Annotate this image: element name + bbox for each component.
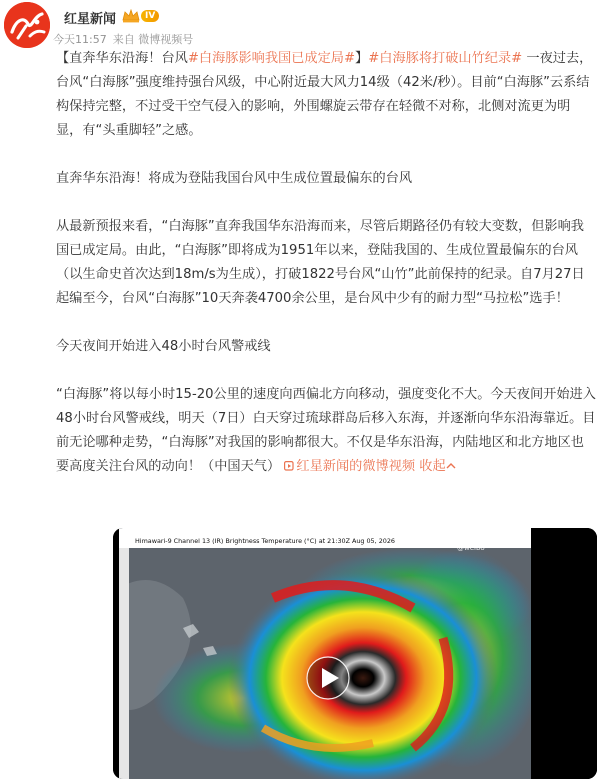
crown-icon <box>122 9 140 23</box>
video-watermark: @weibo <box>457 544 485 552</box>
paragraph-5-text: “白海豚”将以每小时15-20公里的速度向西偏北方向移动，强度变化不大。今天夜间开始进入48小时台风警戒线，明天（7日）白天穿过琉球群岛后移入东海，并逐渐向华东沿海靠近。目前无论哪种走势，“白海豚”对我国的影响都很大。不仅是华东沿海，内陆地区和北方地区也要高度关注台风的动向！（中国天气） <box>56 387 596 474</box>
play-icon <box>306 656 350 700</box>
collapse-label: 收起 <box>419 459 446 474</box>
video-link-icon <box>284 461 296 471</box>
collapse-link[interactable] <box>419 459 455 474</box>
paragraph-1-lead: 【直奔华东沿海！台风 <box>56 51 188 66</box>
level-badge: IV <box>141 10 159 22</box>
chevron-up-icon <box>446 462 456 470</box>
video-title: Himawari-9 Channel 13 (IR) Brightness Temperature (°C) at 21:30Z Aug 05, 2026 <box>135 537 395 545</box>
video-link-label: 红星新闻的微博视频 <box>296 459 416 474</box>
post-meta <box>53 31 199 47</box>
paragraph-1-bracket: 】 <box>355 51 369 66</box>
paragraph-1-rest: 一夜过去，台风“白海豚”强度维持强台风级，中心附近最大风力14级（42米/秒）。目前“白海豚”云系结构保持完整，不过受干空气侵入的影响，外围螺旋云带存在轻微不对称，北侧对流更为明显，有“头重脚轻”之感。 <box>56 51 593 138</box>
paragraph-4: 今天夜间开始进入48小时台风警戒线 <box>56 339 271 354</box>
avatar[interactable] <box>4 2 50 48</box>
paragraph-1 <box>56 47 596 143</box>
satellite-image <box>113 528 597 779</box>
paragraph-5 <box>56 383 596 479</box>
paragraph-3: 从最新预报来看，“白海豚”直奔我国华东沿海而来，尽管后期路径仍有较大变数，但影响我国已成定局。由此，“白海豚”即将成为1951年以来，登陆我国的、生成位置最偏东的台风（以生命史首次达到18m/s为生成），打破1822号台风“山竹”此前保持的纪录。自7月27日起编至今，台风“白海豚”10天奔袭4700余公里，是台风中少有的耐力型“马拉松”选手！ <box>56 219 585 306</box>
play-button[interactable] <box>306 656 350 700</box>
avatar-logo-icon <box>4 2 50 48</box>
video-link[interactable] <box>280 459 415 474</box>
hashtag-link-2[interactable]: #白海豚将打破山竹纪录# <box>368 51 523 66</box>
paragraph-2: 直奔华东沿海！将成为登陆我国台风中生成位置最偏东的台风 <box>56 171 413 186</box>
user-name[interactable]: 红星新闻 <box>64 12 117 27</box>
post-content <box>56 47 596 479</box>
post-time[interactable]: 今天11:57 <box>53 33 107 46</box>
vip-badge[interactable] <box>122 9 159 23</box>
video-player[interactable] <box>113 528 597 779</box>
hashtag-link-1[interactable]: #白海豚影响我国已成定局# <box>187 51 356 66</box>
post-header <box>0 0 611 52</box>
post-source: 来自 微博视频号 <box>112 33 194 46</box>
